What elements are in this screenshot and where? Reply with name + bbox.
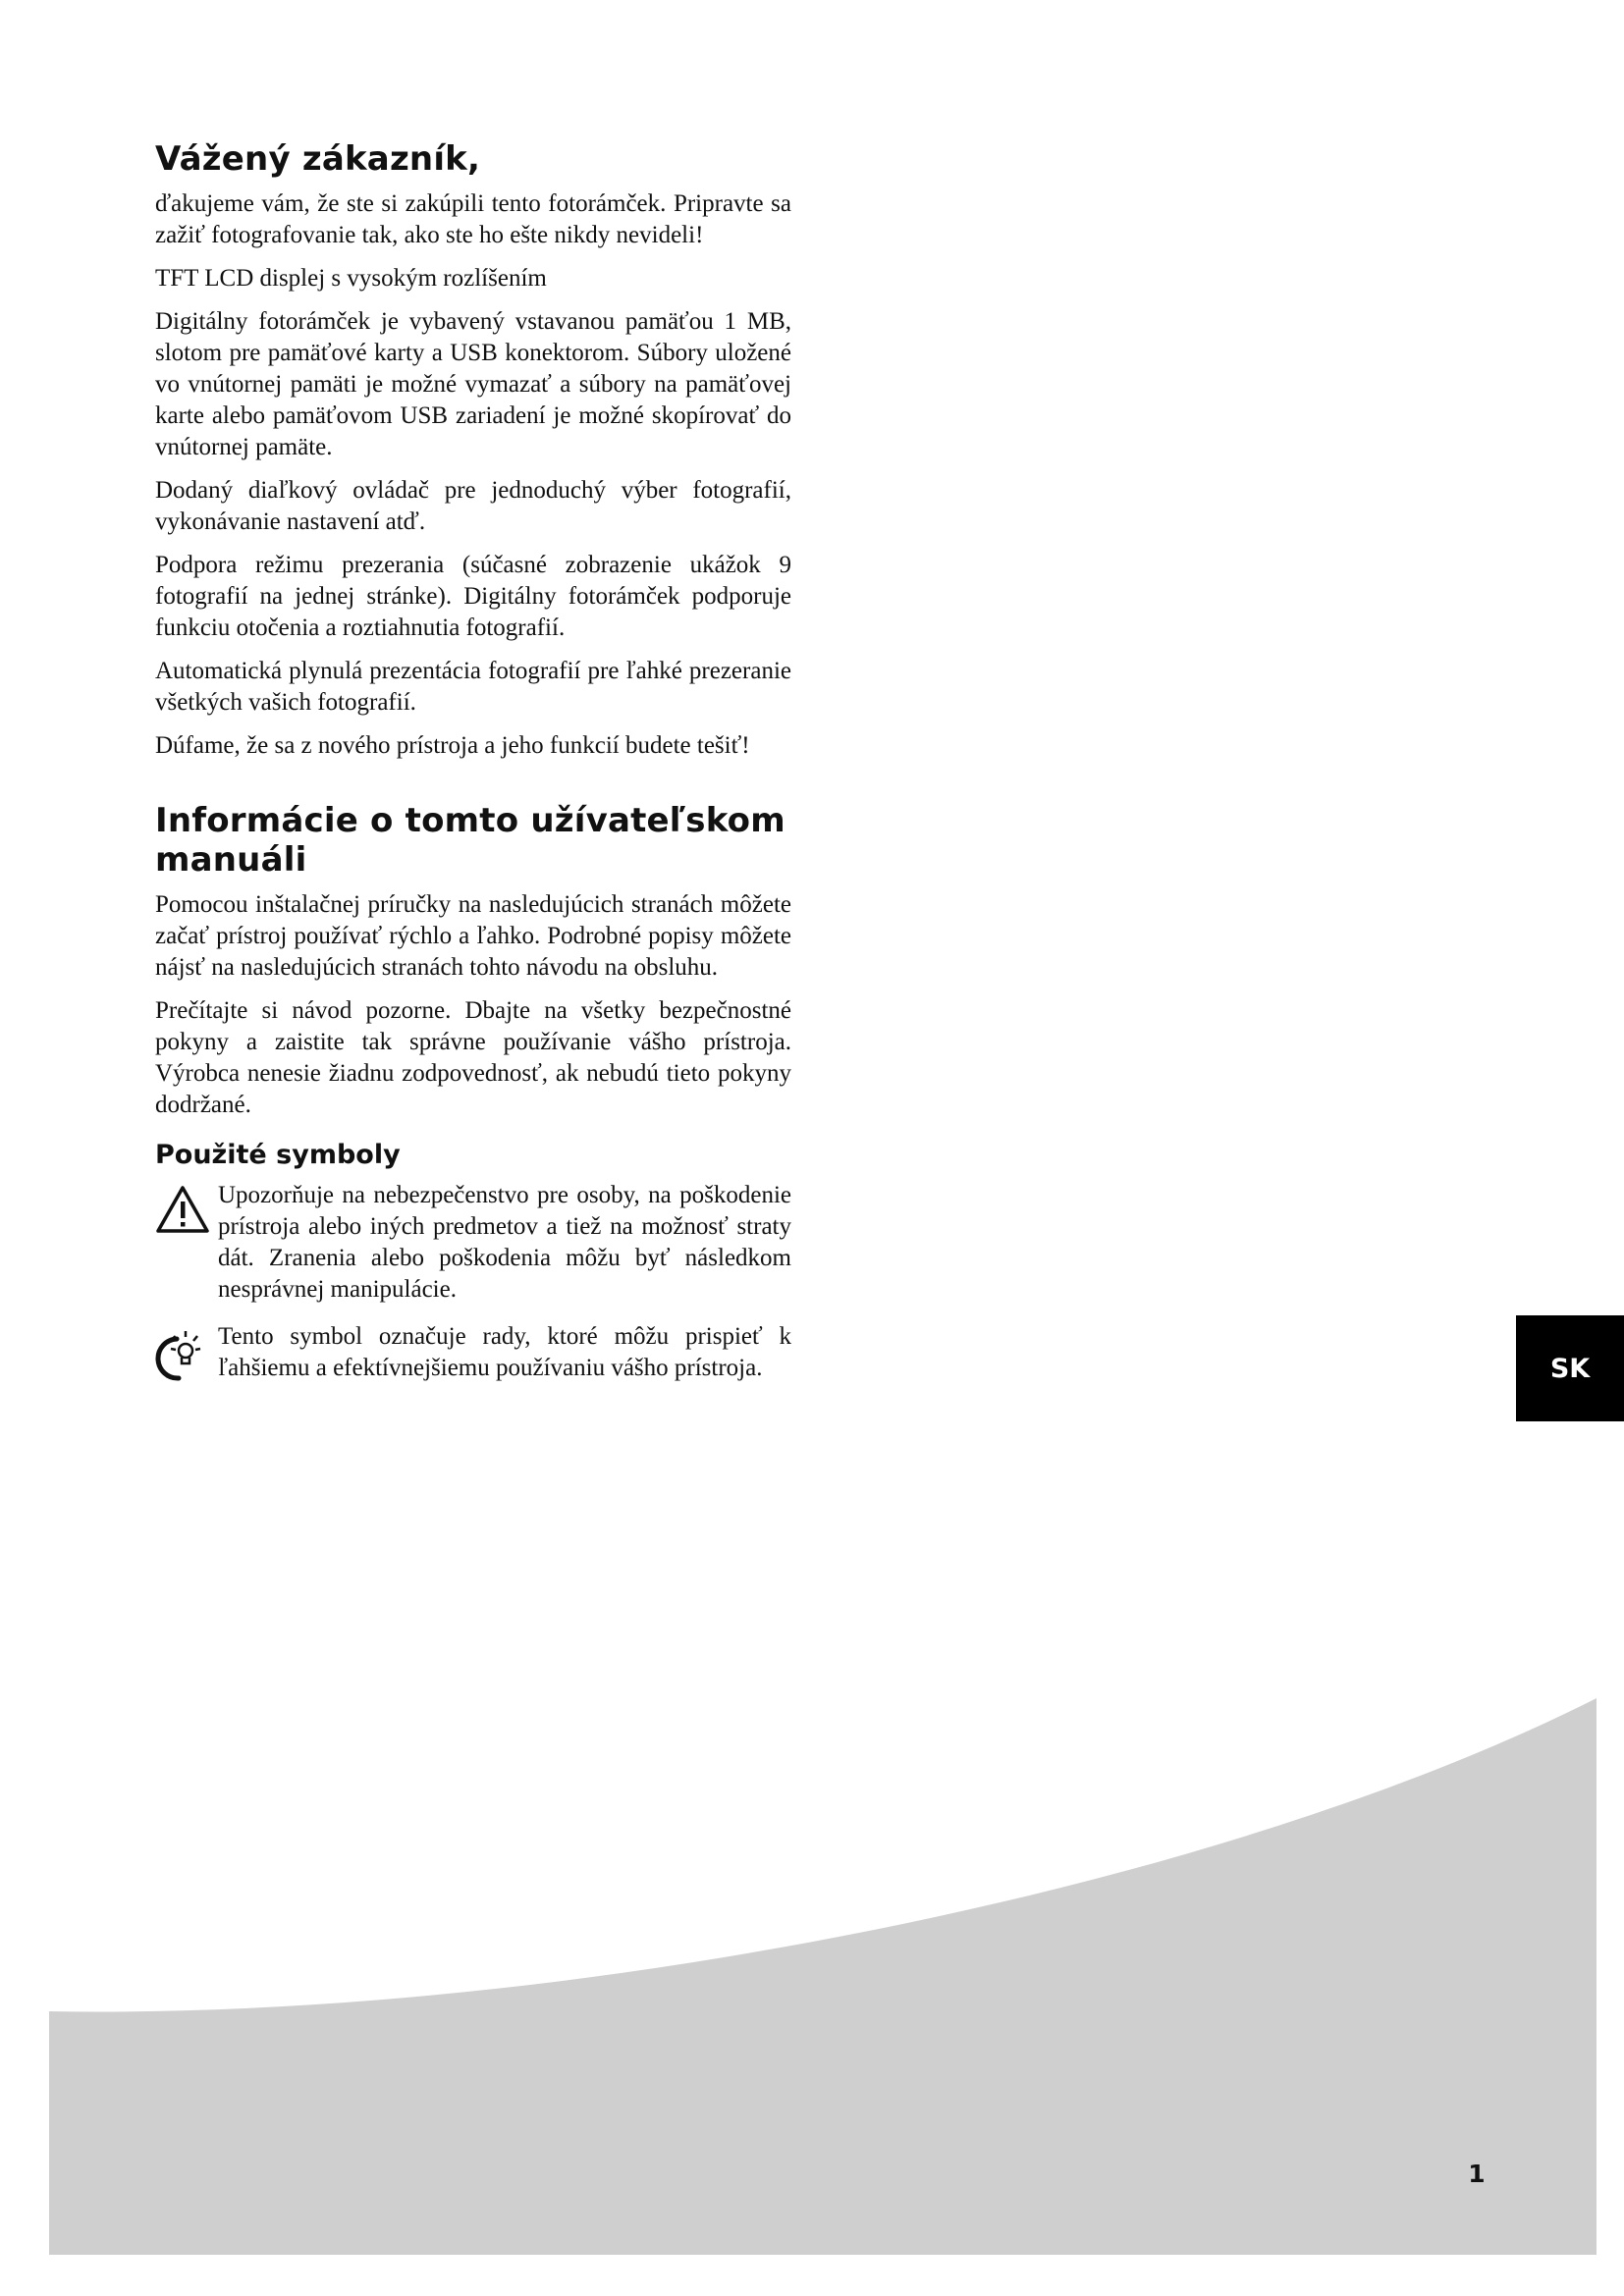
feature-slideshow: Automatická plynulá prezentácia fotografií pre ľahké prezeranie všetkých vašich fotografií.	[155, 658, 791, 716]
greeting-heading: Vážený zákazník,	[155, 139, 481, 179]
warning-description: Upozorňuje na nebezpečenstvo pre osoby, na poškodenie prístroja alebo iných predmetov a tiež na možnosť straty dát. Zranenia alebo poškodenia môžu byť následkom nesprávnej manipulácie.	[218, 1182, 791, 1303]
manual-info-heading: Informácie o tomto užívateľskom manuáli	[155, 801, 785, 880]
warning-triangle-icon	[155, 1180, 218, 1240]
manual-paragraph-2: Prečítajte si návod pozorne. Dbajte na všetky bezpečnostné pokyny a zaistite tak správne používanie vášho prístroja. Výrobca nenesie žiadnu zodpovednosť, ak nebudú tieto pokyny dodržané.	[155, 997, 791, 1118]
warning-symbol-row	[155, 1180, 791, 1306]
manual-paragraph-1: Pomocou inštalačnej príručky na nasledujúcich stranách môžete začať prístroj používať rýchlo a ľahko. Podrobné popisy môžete nájsť na nasledujúcich stranách tohto návodu na obsluhu.	[155, 891, 791, 981]
feature-display: TFT LCD displej s vysokým rozlíšením	[155, 265, 547, 292]
tip-description: Tento symbol označuje rady, ktoré môžu prispieť k ľahšiemu a efektívnejšiemu používaniu vášho prístroja.	[218, 1323, 791, 1381]
symbols-heading: Použité symboly	[155, 1140, 401, 1170]
feature-memory: Digitálny fotorámček je vybavený vstavanou pamäťou 1 MB, slotom pre pamäťové karty a USB konektorom. Súbory uložené vo vnútornej pamäti je možné vymazať a súbory na pamäťovej karte alebo pamäťovom USB zariadení je možné skopírovať do vnútornej pamäte.	[155, 308, 791, 460]
feature-remote: Dodaný diaľkový ovládač pre jednoduchý výber fotografií, vykonávanie nastavení atď.	[155, 477, 791, 535]
intro-paragraph: ďakujeme vám, že ste si zakúpili tento fotorámček. Pripravte sa zažiť fotografovanie tak, ako ste ho ešte nikdy nevideli!	[155, 190, 791, 248]
feature-preview: Podpora režimu prezerania (súčasné zobrazenie ukážok 9 fotografií na jednej stránke). Digitálny fotorámček podporuje funkciu otočenia a roztiahnutia fotografií.	[155, 552, 791, 641]
tip-symbol-row	[155, 1321, 791, 1389]
lightbulb-hand-icon	[155, 1321, 218, 1389]
main-column	[155, 139, 791, 1405]
page-number: 1	[1468, 2160, 1486, 2188]
language-tab: SK	[1516, 1315, 1624, 1421]
closing-paragraph: Dúfame, že sa z nového prístroja a jeho funkcií budete tešiť!	[155, 732, 750, 759]
